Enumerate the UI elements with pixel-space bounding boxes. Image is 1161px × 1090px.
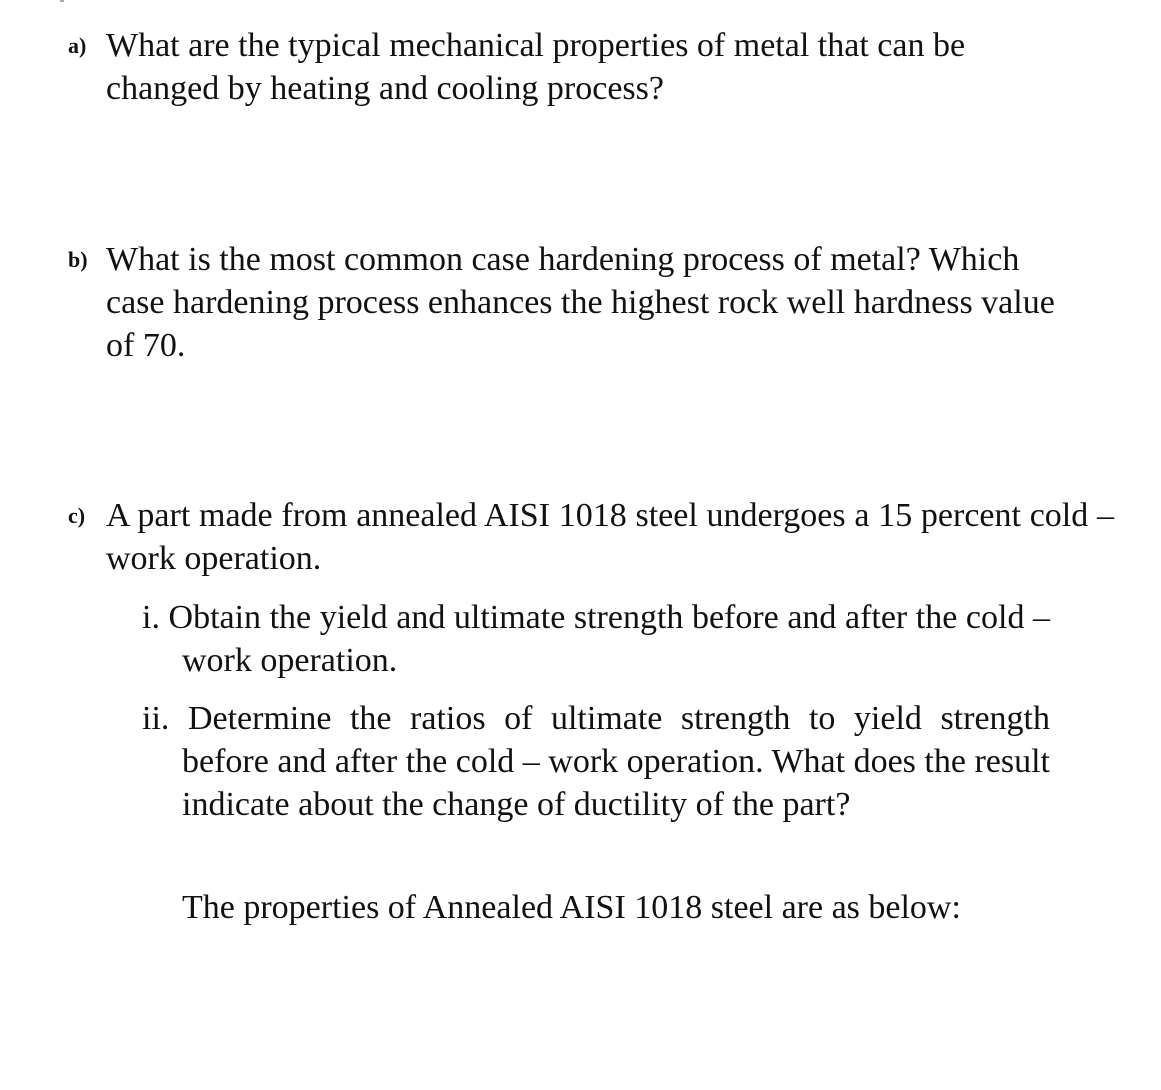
question-c-sub-i-text: Obtain the yield and ultimate strength before and after the cold – work operation.	[168, 599, 1050, 679]
question-a-text: What are the typical mechanical properties of metal that can be changed by heating and cooling process?	[106, 27, 966, 107]
question-a	[68, 24, 1058, 110]
question-c-sub-ii-numeral: ii.	[142, 700, 170, 737]
question-a-marker: a)	[68, 33, 87, 58]
question-b	[68, 238, 1058, 367]
question-c-marker: c)	[68, 503, 86, 528]
question-b-marker: b)	[68, 247, 88, 272]
question-b-text: What is the most common case hardening process of metal? Which case hardening process enhances the highest rock well hardness value of 70.	[106, 241, 1055, 364]
question-c-sub-i	[142, 596, 1050, 682]
question-c-sub-i-body	[142, 596, 1050, 682]
question-c-sub-ii-body	[142, 697, 1050, 826]
question-c-text: A part made from annealed AISI 1018 steel undergoes a 15 percent cold – work operation.	[106, 497, 1114, 577]
question-c-sub-ii-text: Determine the ratios of ultimate strength to yield strength before and after the cold – work operation. What does the result indicate about the change of ductility of the part?	[182, 700, 1050, 823]
question-c-sub-i-numeral: i.	[142, 599, 160, 636]
question-c-sub-ii	[142, 697, 1050, 826]
scan-artifact-mark	[60, 0, 64, 2]
question-c	[68, 494, 1114, 580]
properties-note: The properties of Annealed AISI 1018 steel are as below:	[182, 889, 961, 926]
